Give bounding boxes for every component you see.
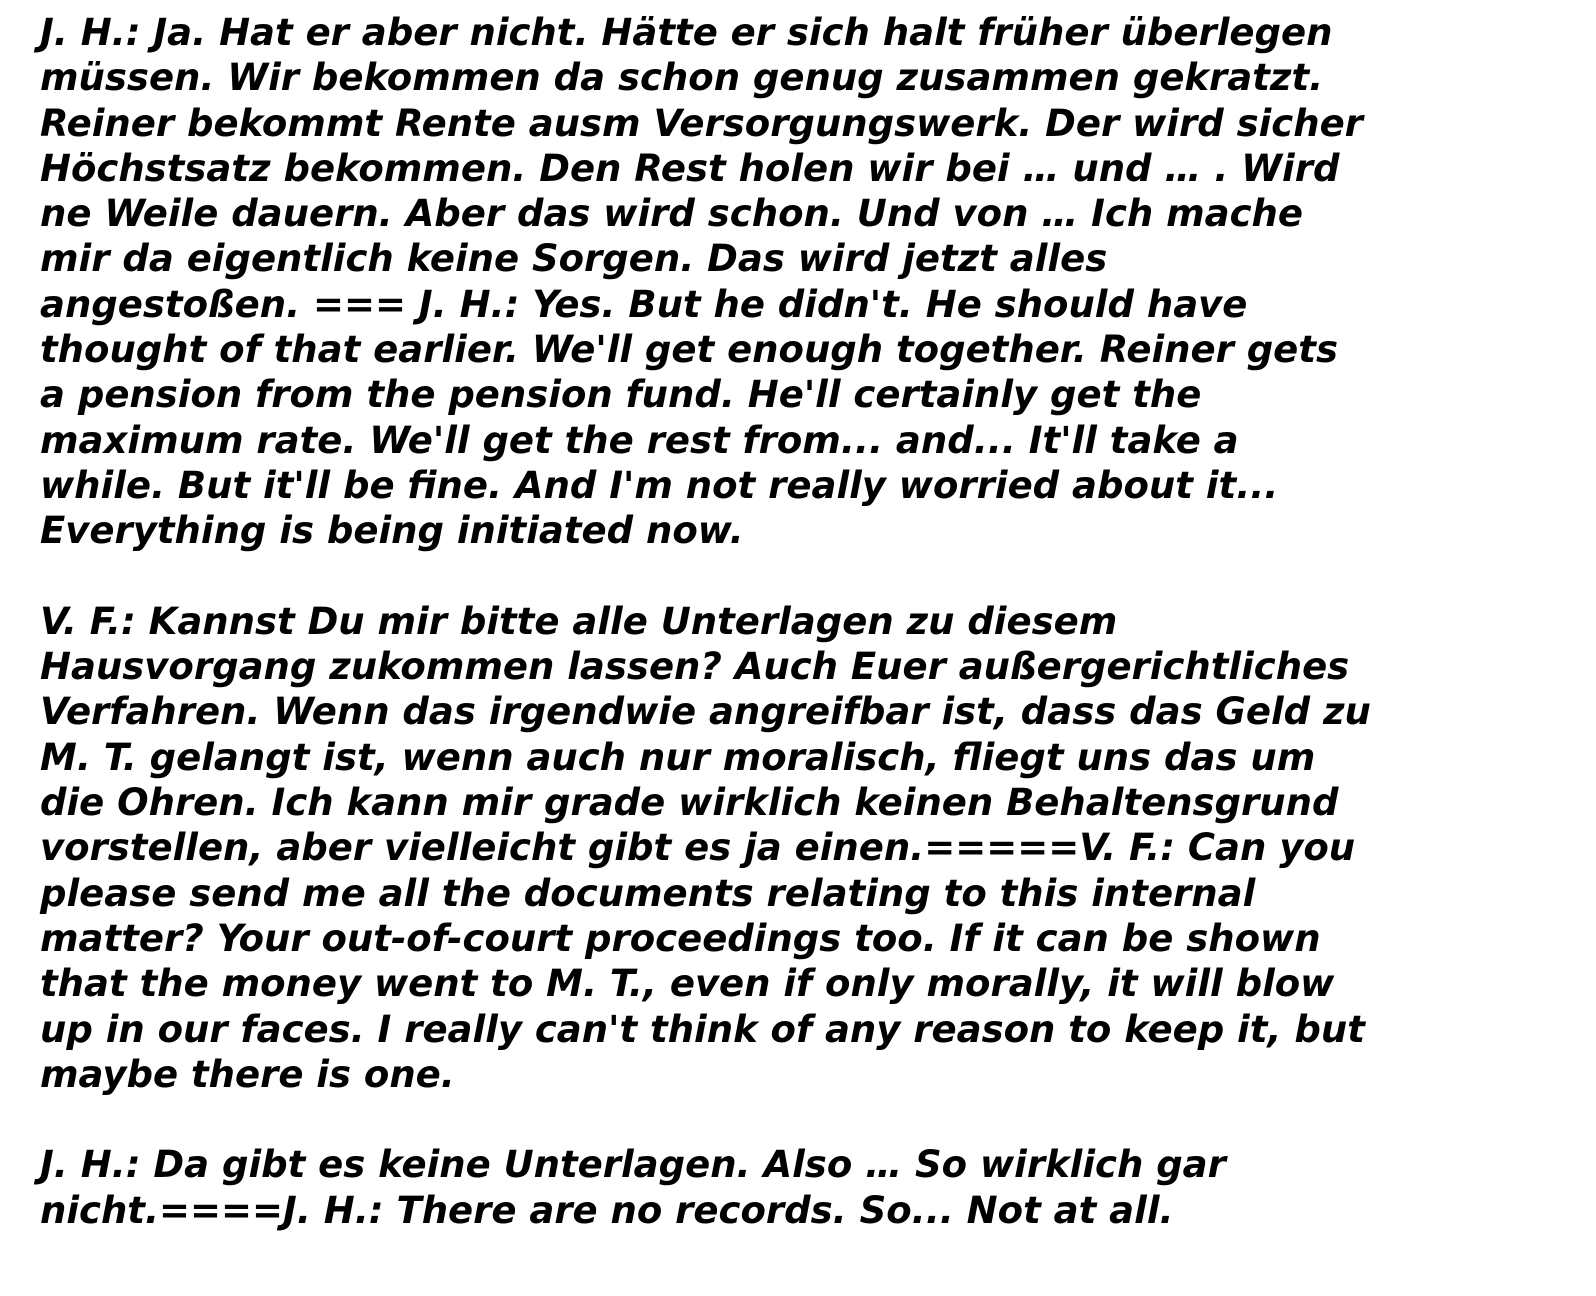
paragraph-vf [40,599,1560,1097]
text-line: while. But it'll be fine. And I'm not really worried about it... [40,463,1279,507]
text-line: up in our faces. I really can't think of any reason to keep it, but [40,1007,1365,1051]
text-line: M. T. gelangt ist, wenn auch nur moralisch, fliegt uns das um [40,735,1316,779]
text-line: maximum rate. We'll get the rest from... and... It'll take a [40,418,1239,462]
paragraph-jh-1 [40,10,1560,554]
text-line: vorstellen, aber vielleicht gibt es ja einen.=====V. F.: Can you [40,826,1356,870]
text-line: J. H.: Da gibt es keine Unterlagen. Also … So wirklich gar [40,1143,1226,1187]
text-line: müssen. Wir bekommen da schon genug zusammen gekratzt. [40,56,1324,100]
text-line: that the money went to M. T., even if only morally, it will blow [40,962,1335,1006]
paragraph-jh-2 [40,1142,1560,1233]
text-line: ne Weile dauern. Aber das wird schon. Und von … Ich mache [40,192,1303,236]
text-line: Hausvorgang zukommen lassen? Auch Euer außergerichtliches [40,645,1350,689]
paragraph-spacer [40,1097,1560,1142]
text-line: Reiner bekommt Rente ausm Versorgungswerk. Der wird sicher [40,101,1363,145]
text-line: mir da eigentlich keine Sorgen. Das wird jetzt alles [40,237,1108,281]
text-line: nicht.====J. H.: There are no records. So... Not at all. [40,1188,1174,1232]
paragraph-spacer [40,554,1560,599]
transcript-document [40,10,1560,1233]
text-line: die Ohren. Ich kann mir grade wirklich keinen Behaltensgrund [40,781,1339,825]
text-line: Höchstsatz bekommen. Den Rest holen wir bei … und … . Wird [40,146,1340,190]
text-line: J. H.: Ja. Hat er aber nicht. Hätte er sich halt früher überlegen [40,11,1333,54]
text-line: matter? Your out-of-court proceedings too. If it can be shown [40,916,1321,960]
text-line: Everything is being initiated now. [40,509,744,553]
text-line: thought of that earlier. We'll get enough together. Reiner gets [40,328,1338,372]
text-line: V. F.: Kannst Du mir bitte alle Unterlagen zu diesem [40,599,1118,643]
text-line: Verfahren. Wenn das irgendwie angreifbar ist, dass das Geld zu [40,690,1371,734]
text-line: angestoßen. === J. H.: Yes. But he didn't. He should have [40,282,1248,326]
text-line: a pension from the pension fund. He'll certainly get the [40,373,1202,417]
text-line: maybe there is one. [40,1052,455,1096]
text-line: please send me all the documents relating to this internal [40,871,1256,915]
